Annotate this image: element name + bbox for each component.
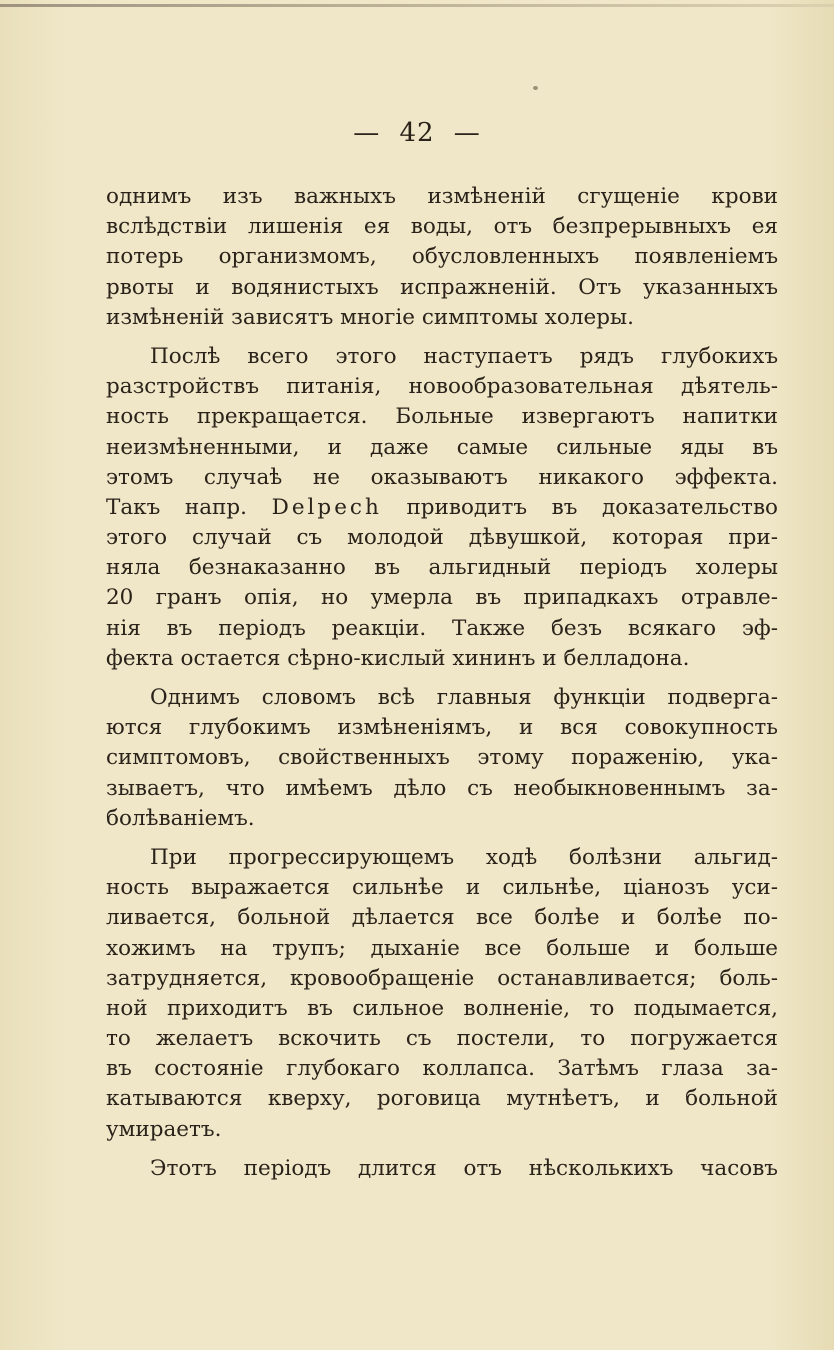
paper-speck bbox=[533, 86, 538, 90]
top-edge-rule bbox=[0, 4, 834, 7]
text-line: неизмѣненными, и даже самые сильные яды въ bbox=[106, 434, 778, 460]
page-number: — 42 — bbox=[353, 118, 481, 148]
text-line: симптомовъ, свойственныхъ этому пораженію, ука- bbox=[106, 745, 778, 771]
text-line: вслѣдствіи лишенія ея воды, отъ безпрерывныхъ ея bbox=[106, 214, 778, 240]
text-line: однимъ изъ важныхъ измѣненій сгущеніе крови bbox=[106, 184, 778, 209]
text-line: ливается, больной дѣлается все болѣе и болѣе по- bbox=[106, 905, 778, 931]
text-line: Послѣ всего этого наступаетъ рядъ глубокихъ bbox=[150, 343, 778, 369]
text-line: ются глубокимъ измѣненіямъ, и вся совокупность bbox=[106, 715, 778, 741]
text-line: ность прекращается. Больные извергаютъ напитки bbox=[106, 404, 778, 430]
text-line: Этотъ періодъ длится отъ нѣсколькихъ часовъ bbox=[150, 1155, 778, 1181]
text-line: разстройствъ питанія, новообразовательная дѣятель- bbox=[106, 374, 778, 400]
text-line bbox=[106, 493, 778, 523]
text-line: то желаетъ вскочить съ постели, то погружается bbox=[106, 1026, 778, 1052]
text-line: При прогрессирующемъ ходѣ болѣзни альгид- bbox=[150, 844, 778, 870]
text-line: ной приходитъ въ сильное волненіе, то подымается, bbox=[106, 995, 778, 1021]
text-line: рвоты и водянистыхъ испражненій. Отъ указанныхъ bbox=[106, 274, 778, 300]
text-line: въ состояніе глубокаго коллапса. Затѣмъ глаза за- bbox=[106, 1056, 778, 1082]
text-line: хожимъ на трупъ; дыханіе все больше и больше bbox=[106, 935, 778, 961]
text-line: этомъ случаѣ не оказываютъ никакого эффекта. bbox=[106, 464, 778, 490]
text-line: потерь организмомъ, обусловленныхъ появленіемъ bbox=[106, 244, 778, 270]
text-line: няла безнаказанно въ альгидный періодъ холеры bbox=[106, 555, 778, 581]
text-fragment: приводитъ въ доказательство bbox=[406, 494, 779, 520]
text-line: затрудняется, кровообращеніе останавливается; боль- bbox=[106, 965, 778, 991]
text-line: 20 гранъ опія, но умерла въ припадкахъ отравле- bbox=[106, 585, 778, 611]
text-line: фекта остается сѣрно-кислый хининъ и белладона. bbox=[106, 645, 690, 671]
text-line: болѣваніемъ. bbox=[106, 805, 255, 831]
text-line: нія въ періодъ реакціи. Также безъ всякаго эф- bbox=[106, 615, 778, 641]
text-line: измѣненій зависятъ многіе симптомы холеры. bbox=[106, 304, 634, 330]
text-line: катываются кверху, роговица мутнѣетъ, и больной bbox=[106, 1086, 778, 1112]
author-name: Delpech bbox=[271, 494, 382, 520]
text-line: ность выражается сильнѣе и сильнѣе, ціанозъ уси- bbox=[106, 875, 778, 901]
text-line: Однимъ словомъ всѣ главныя функціи подверга- bbox=[150, 685, 778, 710]
text-line: умираетъ. bbox=[106, 1116, 222, 1142]
text-line: этого случай съ молодой дѣвушкой, которая при- bbox=[106, 525, 778, 551]
text-fragment: Такъ напр. bbox=[106, 494, 247, 520]
body-text bbox=[106, 182, 778, 1184]
text-line: зываетъ, что имѣемъ дѣло съ необыкновеннымъ за- bbox=[106, 775, 778, 801]
